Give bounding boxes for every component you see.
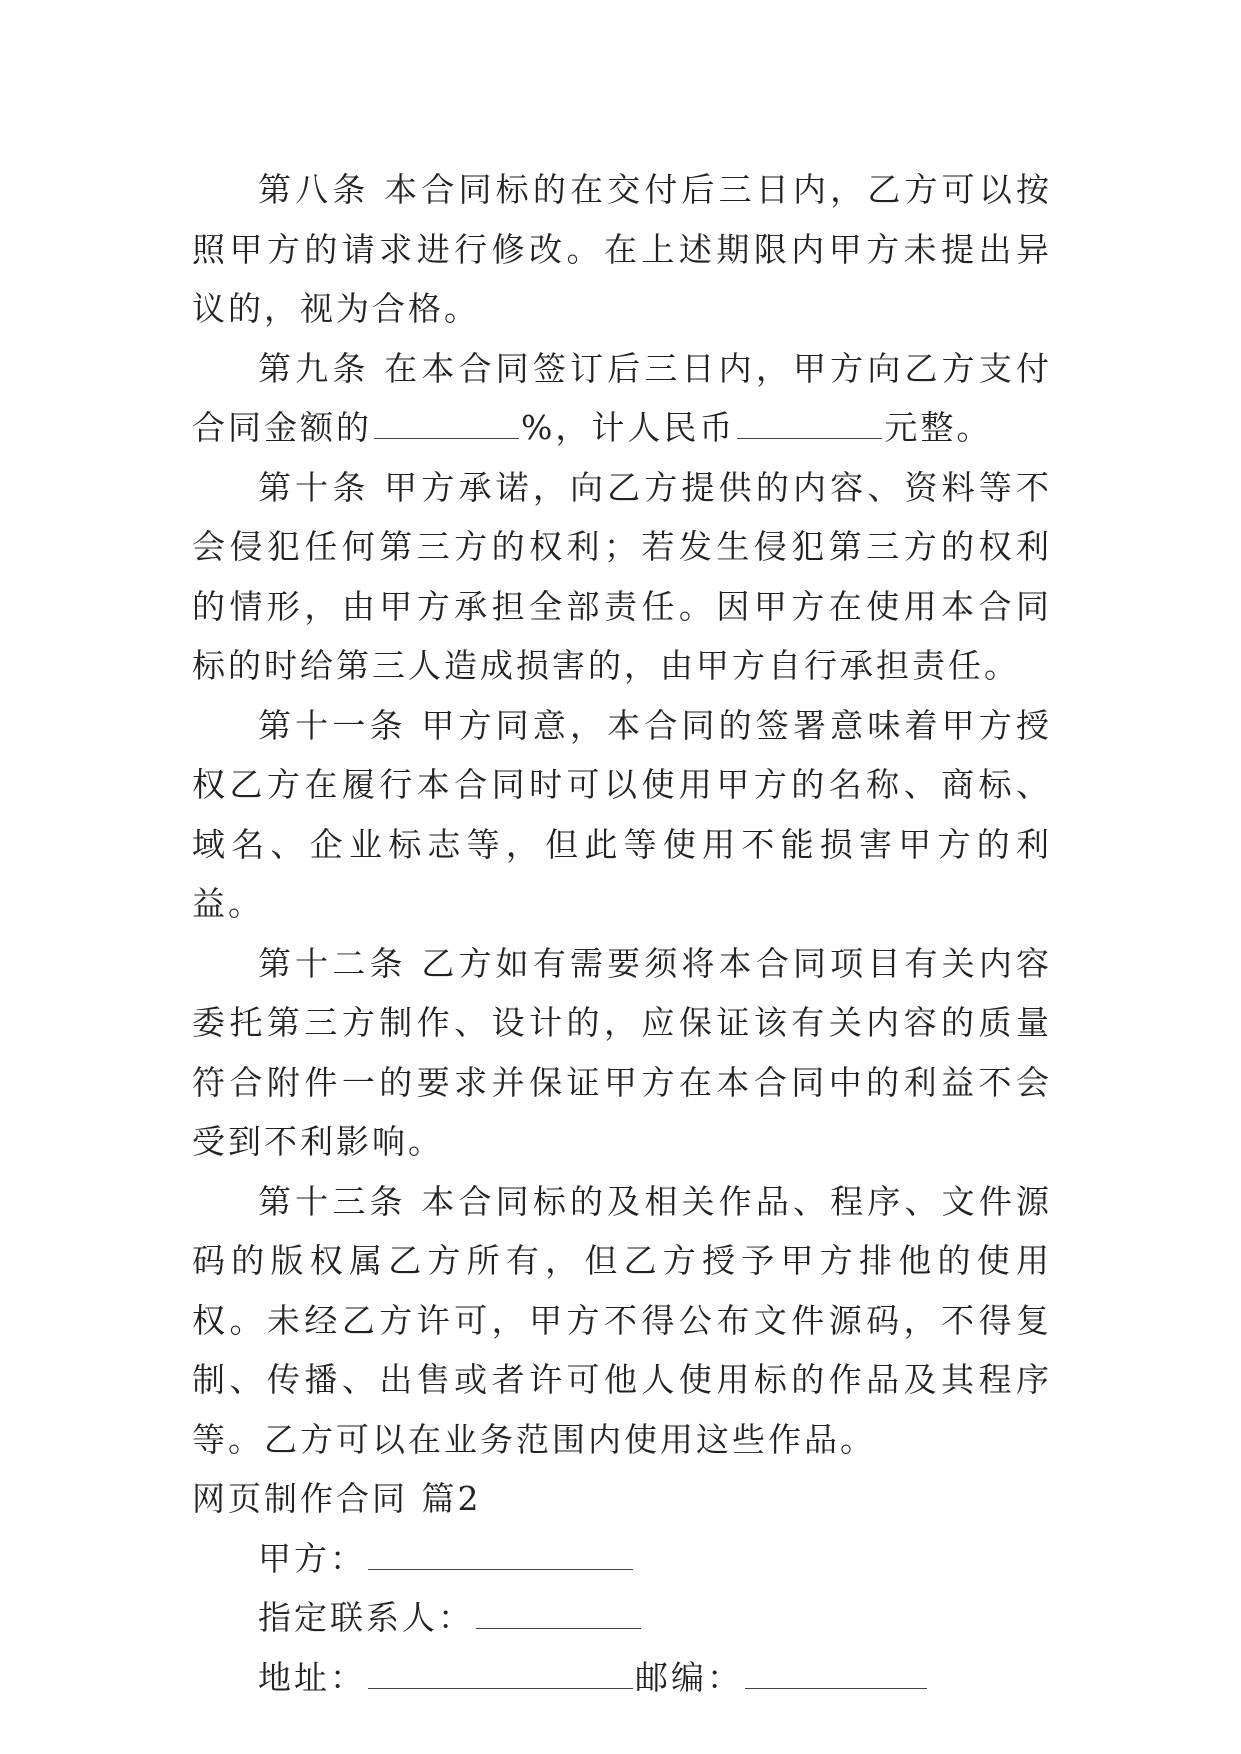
article-10: 第十条 甲方承诺，向乙方提供的内容、资料等不会侵犯任何第三方的权利；若发生侵犯第三方的权利的情形，由甲方承担全部责任。因甲方在使用本合同标的时给第三人造成损害的，由甲方自行承担责任。	[192, 467, 1052, 685]
article-12: 第十二条 乙方如有需要须将本合同项目有关内容委托第三方制作、设计的，应保证该有关内容的质量符合附件一的要求并保证甲方在本合同中的利益不会受到不利影响。	[192, 943, 1052, 1161]
party-a-blank[interactable]	[368, 1539, 633, 1570]
article-8: 第八条 本合同标的在交付后三日内，乙方可以按照甲方的请求进行修改。在上述期限内甲方未提出异议的，视为合格。	[192, 170, 1052, 328]
address-blank[interactable]	[368, 1658, 633, 1689]
contact-line	[192, 1588, 1052, 1648]
party-a-label: 甲方：	[258, 1538, 366, 1578]
address-label: 地址：	[258, 1657, 366, 1697]
article-9-text-c: 元整。	[884, 408, 993, 447]
article-9	[192, 339, 1052, 458]
article-13: 第十三条 本合同标的及相关作品、程序、文件源码的版权属乙方所有，但乙方授予甲方排他的使用权。未经乙方许可，甲方不得公布文件源码，不得复制、传播、出售或者许可他人使用标的作品及其程序等。乙方可以在业务范围内使用这些作品。	[192, 1181, 1052, 1459]
postcode-label: 邮编：	[635, 1657, 743, 1697]
contact-blank[interactable]	[476, 1598, 641, 1629]
article-9-text-a: 第九条 在本合同签订后三日内，甲方向乙方支付合同金额的	[192, 348, 1052, 447]
article-9-text-b: %，计人民币	[521, 408, 736, 447]
party-a-line	[192, 1529, 1052, 1589]
address-line	[192, 1648, 1052, 1708]
article-11: 第十一条 甲方同意，本合同的签署意味着甲方授权乙方在履行本合同时可以使用甲方的名称、商标、域名、企业标志等，但此等使用不能损害甲方的利益。	[192, 705, 1052, 923]
section-2-heading: 网页制作合同 篇2	[192, 1479, 482, 1518]
postcode-blank[interactable]	[745, 1658, 927, 1689]
percent-blank[interactable]	[374, 408, 519, 439]
amount-blank[interactable]	[737, 408, 882, 439]
contract-body	[192, 160, 1052, 1707]
contact-label: 指定联系人：	[258, 1598, 474, 1637]
